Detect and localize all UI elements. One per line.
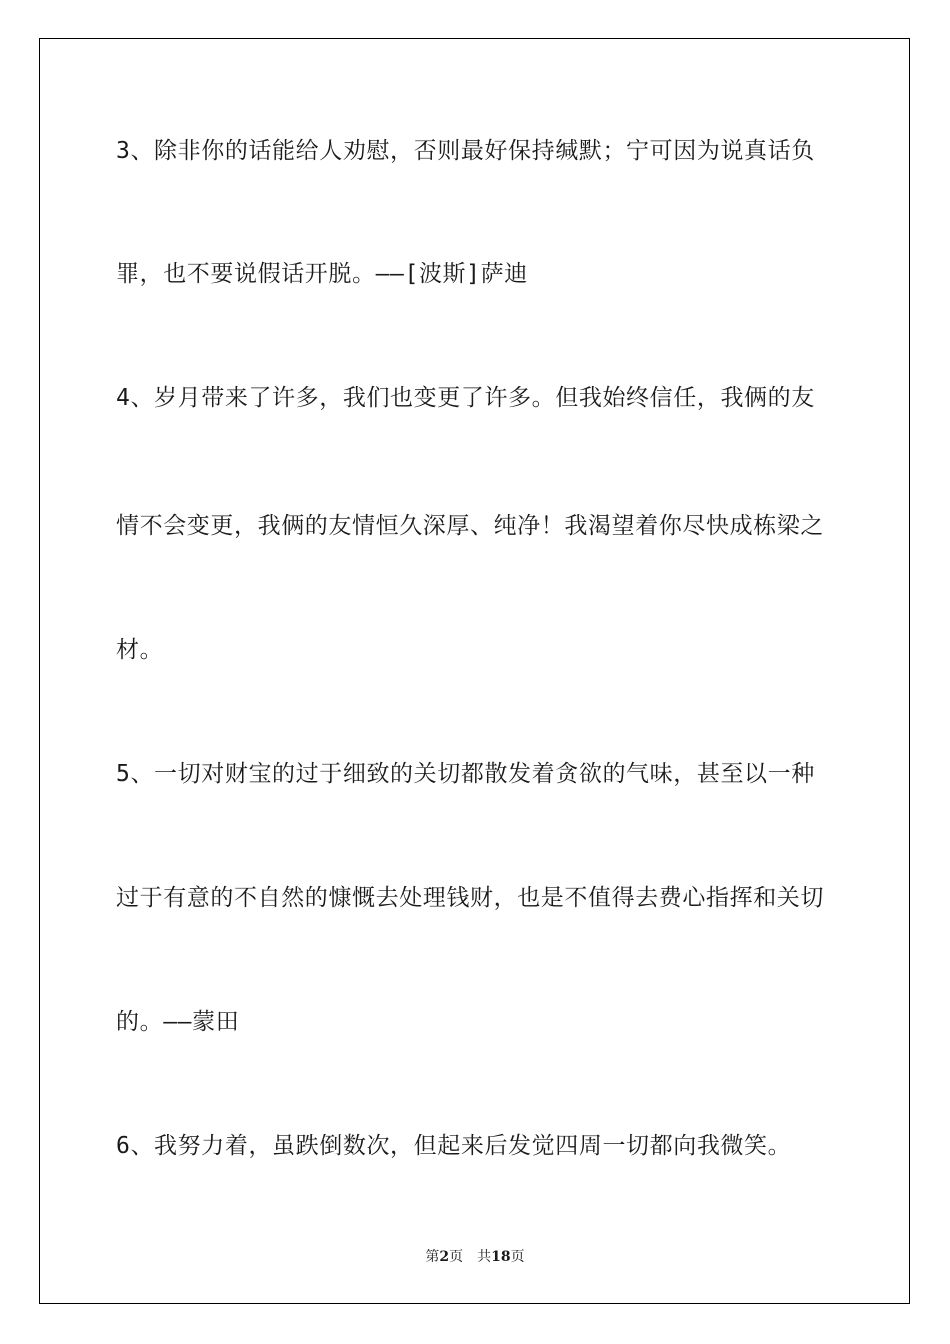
text-line-5: 材。: [116, 637, 164, 663]
text-line-8: 的。——蒙田: [116, 1009, 240, 1035]
page-number-footer: [0, 1247, 950, 1267]
page-prefix: 第: [425, 1249, 440, 1265]
page-suffix: 页: [510, 1249, 525, 1265]
current-page-number: 2: [439, 1249, 450, 1265]
total-page-number: 18: [491, 1249, 511, 1265]
text-line-2: 罪，也不要说假话开脱。——[波斯]萨迪: [116, 261, 528, 287]
page-mid: 页 共: [449, 1249, 492, 1265]
text-line-9: 6、我努力着，虽跌倒数次，但起来后发觉四周一切都向我微笑。: [116, 1133, 792, 1159]
text-line-7: 过于有意的不自然的慷慨去处理钱财，也是不值得去费心指挥和关切: [116, 885, 824, 911]
page-frame: [39, 38, 910, 1304]
text-line-3: 4、岁月带来了许多，我们也变更了许多。但我始终信任，我俩的友: [116, 385, 815, 411]
text-line-4: 情不会变更，我俩的友情恒久深厚、纯净！我渴望着你尽快成栋梁之: [116, 513, 824, 539]
text-line-1: 3、除非你的话能给人劝慰，否则最好保持缄默；宁可因为说真话负: [116, 138, 815, 164]
text-line-6: 5、一切对财宝的过于细致的关切都散发着贪欲的气味，甚至以一种: [116, 761, 815, 787]
